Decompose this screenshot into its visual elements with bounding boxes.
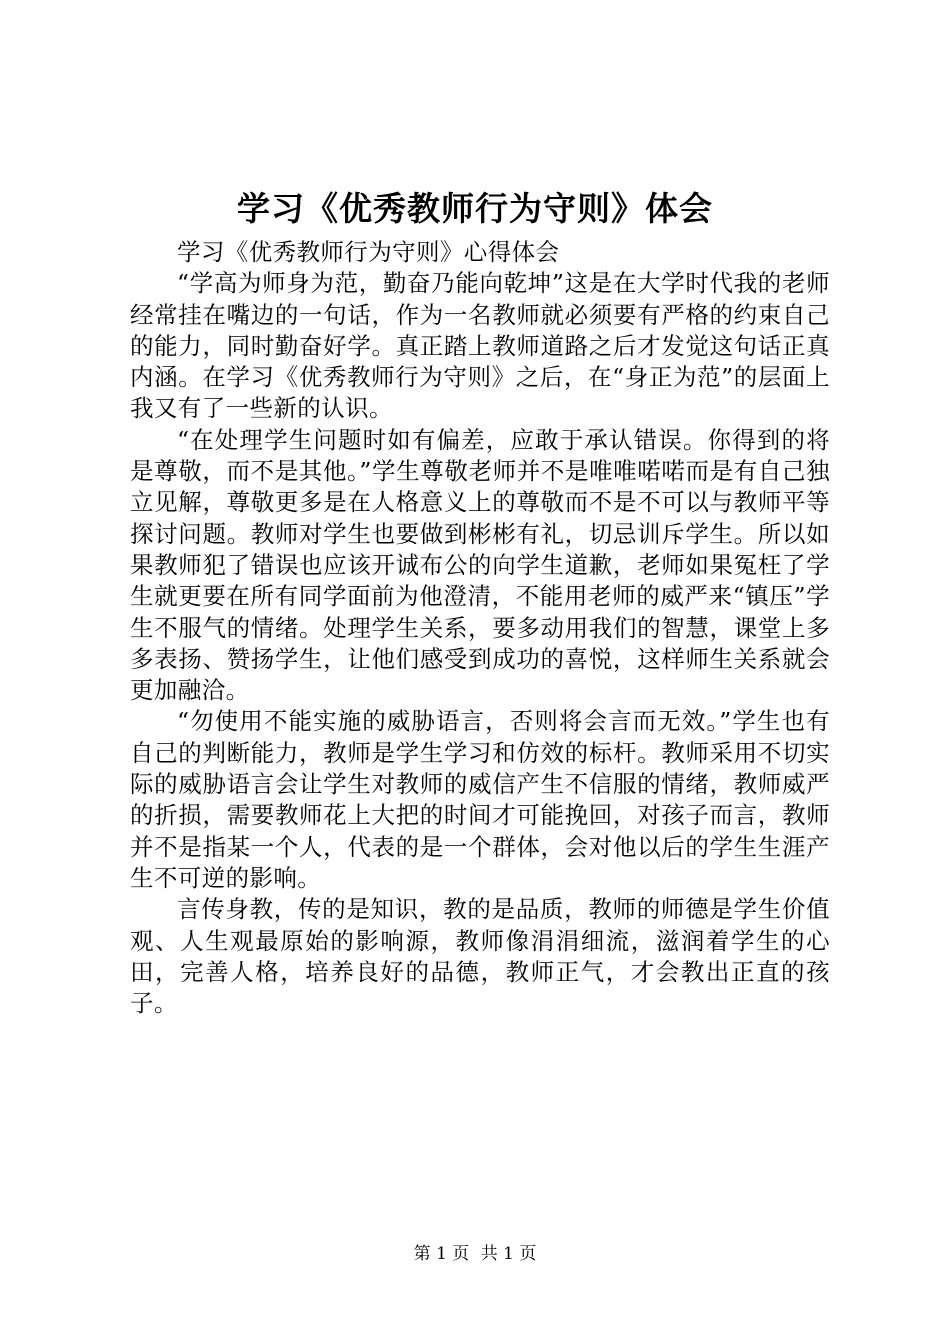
page-footer bbox=[0, 1242, 950, 1266]
document-title: 学习《优秀教师行为守则》体会 bbox=[237, 189, 713, 228]
document-subtitle: 学习《优秀教师行为守则》心得体会 bbox=[177, 238, 560, 266]
page-number: 第 1 页 bbox=[413, 1244, 470, 1264]
paragraph-2: “在处理学生问题时如有偏差，应敢于承认错误。你得到的将是尊敬，而不是其他。”学生尊敬老师并不是唯唯喏喏而是有自己独立见解，尊敬更多是在人格意义上的尊敬而不是不可以与教师平等探讨问题。教师对学生也要做到彬彬有礼，切忌训斥学生。所以如果教师犯了错误也应该开诚布公的向学生道歉，老师如果冤枉了学生就更要在所有同学面前为他澄清，不能用老师的威严来“镇压”学生不服气的情绪。处理学生关系，要多动用我们的智慧，课堂上多多表扬、赞扬学生，让他们感受到成功的喜悦，这样师生关系就会更加融洽。 bbox=[130, 425, 830, 705]
document-body bbox=[130, 237, 830, 1019]
page-total: 共 1 页 bbox=[480, 1244, 537, 1264]
paragraph-3: “勿使用不能实施的威胁语言，否则将会言而无效。”学生也有自己的判断能力，教师是学生学习和仿效的标杆。教师采用不切实际的威胁语言会让学生对教师的威信产生不信服的情绪，教师威严的折损，需要教师花上大把的时间才可能挽回，对孩子而言，教师并不是指某一个人，代表的是一个群体，会对他以后的学生生涯产生不可逆的影响。 bbox=[130, 707, 830, 892]
paragraph-4: 言传身教，传的是知识，教的是品质，教师的师德是学生价值观、人生观最原始的影响源，教师像涓涓细流，滋润着学生的心田，完善人格，培养良好的品德，教师正气，才会教出正直的孩子。 bbox=[130, 895, 830, 1018]
paragraph-1: “学高为师身为范，勤奋乃能向乾坤”这是在大学时代我的老师经常挂在嘴边的一句话，作为一名教师就必须要有严格的约束自己的能力，同时勤奋好学。真正踏上教师道路之后才发觉这句话正真内涵。在学习《优秀教师行为守则》之后，在“身正为范”的层面上我又有了一些新的认识。 bbox=[130, 269, 830, 423]
